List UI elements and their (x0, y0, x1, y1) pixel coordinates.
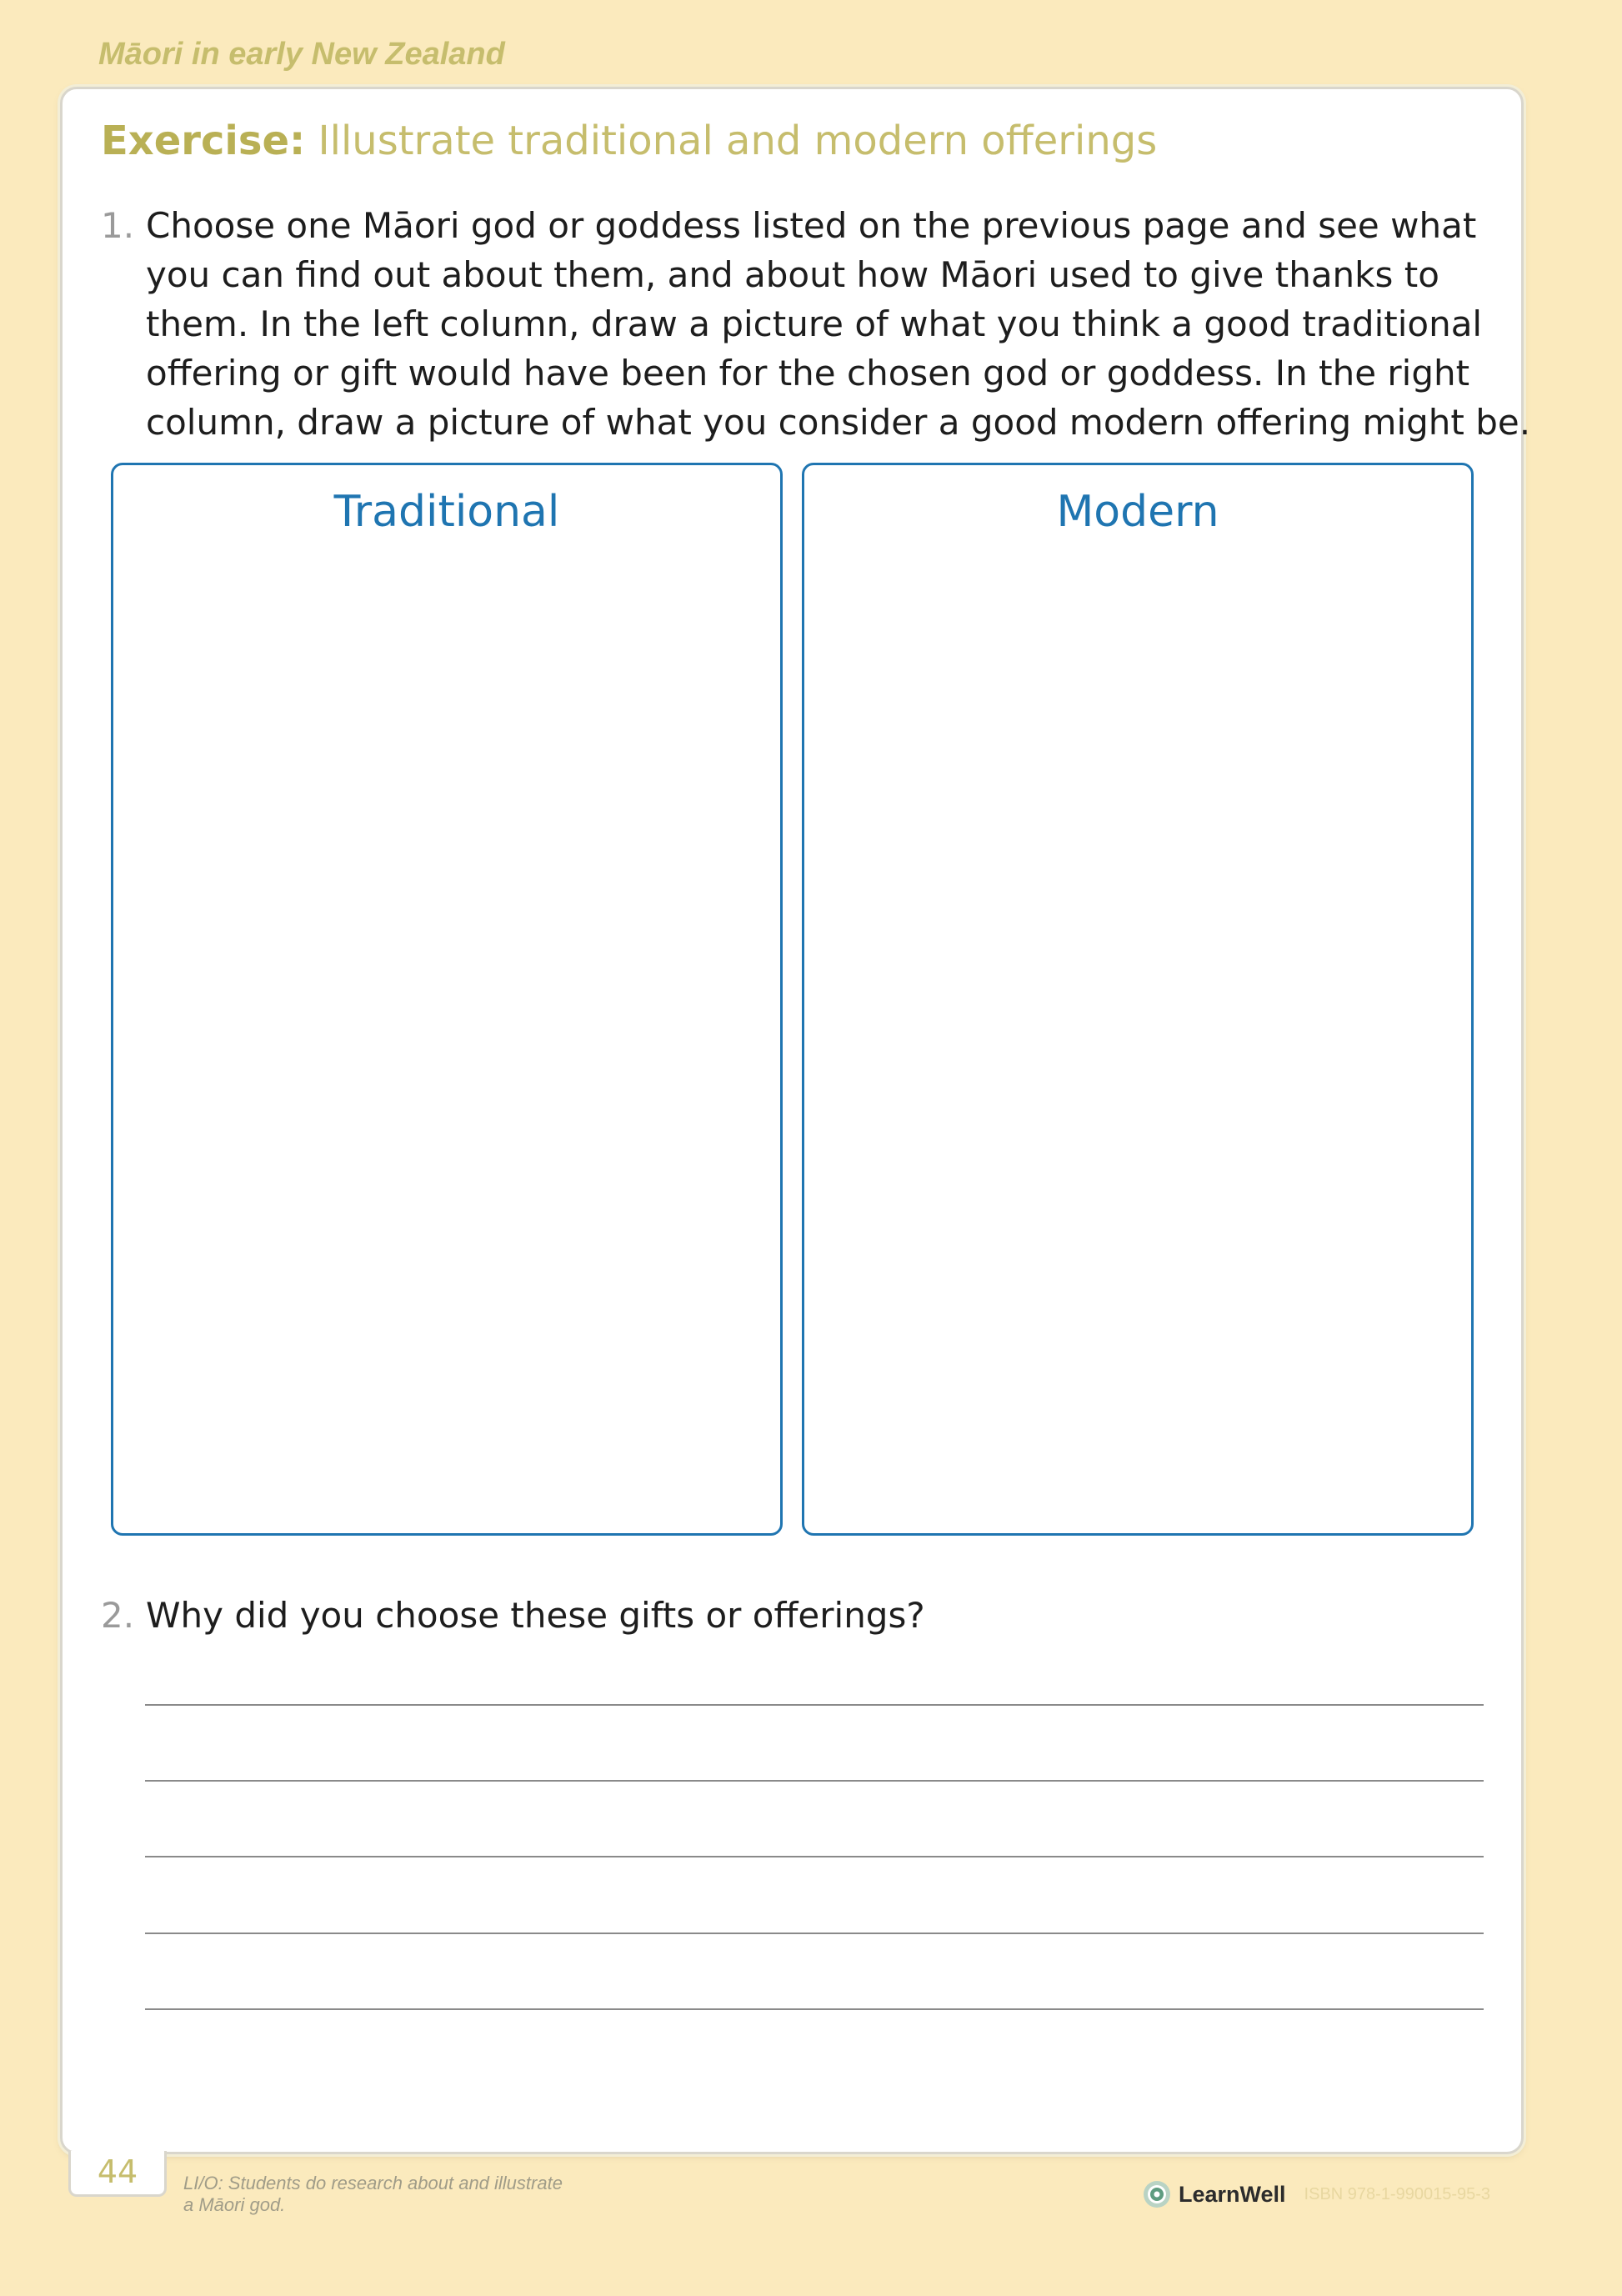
learning-intention-line: LI/O: Students do research about and illustrate (183, 2173, 563, 2193)
page-number: 44 (68, 2151, 167, 2197)
answer-line[interactable] (145, 1933, 1484, 1934)
question-line: you can find out about them, and about how Māori used to give thanks to (146, 254, 1439, 295)
exercise-label: Exercise: (101, 118, 306, 164)
question-line: them. In the left column, draw a picture of what you think a good traditional (146, 303, 1483, 344)
traditional-heading: Traditional (333, 487, 560, 537)
question-text (146, 201, 1530, 447)
modern-heading: Modern (1056, 487, 1219, 537)
traditional-drawing-box[interactable] (111, 463, 783, 1536)
exercise-title (101, 118, 1157, 164)
learning-intention-line: a Māori god. (183, 2194, 286, 2215)
answer-line[interactable] (145, 1704, 1484, 1706)
answer-line[interactable] (145, 1780, 1484, 1782)
answer-line[interactable] (145, 1856, 1484, 1857)
learnwell-logo-icon (1142, 2179, 1172, 2209)
brand-name: LearnWell (1179, 2181, 1286, 2207)
question-line: column, draw a picture of what you consider a good modern offering might be. (146, 402, 1531, 443)
question-number: 1. (101, 205, 135, 246)
question-line: offering or gift would have been for the chosen god or goddess. In the right (146, 353, 1470, 394)
worksheet-card (60, 87, 1531, 2154)
question-line: Why did you choose these gifts or offerings? (146, 1595, 925, 1636)
question-text (146, 1591, 925, 1640)
question-1 (101, 201, 1531, 451)
isbn: ISBN 978-1-990015-95-3 (1304, 2184, 1491, 2203)
learning-intention-note (183, 2173, 563, 2216)
exercise-name: Illustrate traditional and modern offerings (318, 118, 1158, 164)
running-header: Māori in early New Zealand (98, 37, 505, 72)
question-line: Choose one Māori god or goddess listed on the previous page and see what (146, 205, 1477, 246)
answer-line[interactable] (145, 2008, 1484, 2010)
modern-drawing-box[interactable] (802, 463, 1474, 1536)
publisher-brand (1142, 2178, 1490, 2211)
question-number: 2. (101, 1595, 135, 1636)
question-2 (101, 1591, 1518, 1649)
